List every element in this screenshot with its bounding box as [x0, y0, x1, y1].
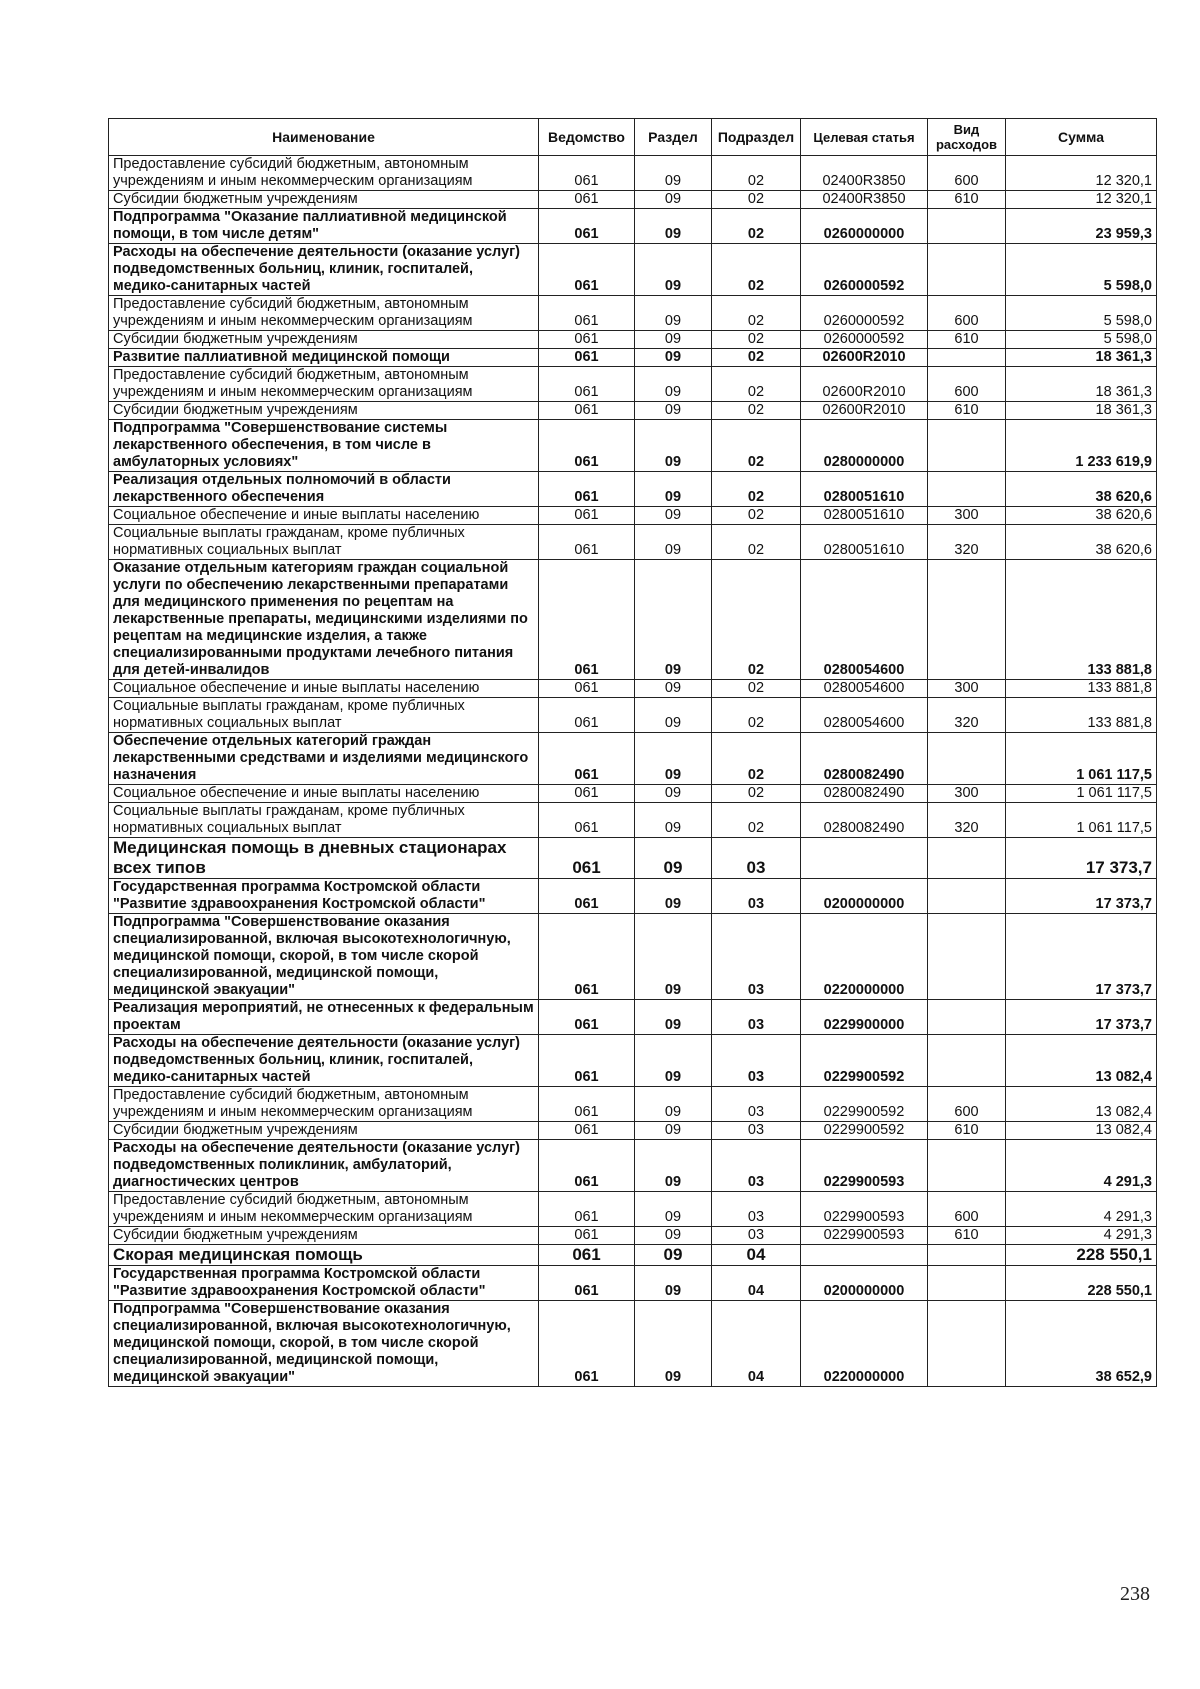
cell-vid-raskhodov: 300 [928, 680, 1006, 698]
cell-razdel: 09 [635, 525, 712, 560]
cell-razdel: 09 [635, 420, 712, 472]
header-name: Наименование [109, 119, 539, 156]
cell-razdel: 09 [635, 244, 712, 296]
cell-vedomstvo: 061 [539, 1301, 635, 1387]
cell-vedomstvo: 061 [539, 191, 635, 209]
cell-razdel: 09 [635, 367, 712, 402]
page-number: 238 [1120, 1583, 1150, 1605]
cell-vid-raskhodov [928, 420, 1006, 472]
cell-razdel: 09 [635, 1140, 712, 1192]
cell-summa: 133 881,8 [1006, 698, 1157, 733]
cell-summa: 38 620,6 [1006, 525, 1157, 560]
cell-name: Скорая медицинская помощь [109, 1245, 539, 1266]
cell-vid-raskhodov [928, 879, 1006, 914]
cell-vid-raskhodov [928, 1266, 1006, 1301]
cell-vedomstvo: 061 [539, 698, 635, 733]
cell-celevaya-statya: 02600R2010 [801, 349, 928, 367]
cell-vid-raskhodov [928, 560, 1006, 680]
header-razdel: Раздел [635, 119, 712, 156]
cell-summa: 5 598,0 [1006, 244, 1157, 296]
cell-summa: 17 373,7 [1006, 838, 1157, 879]
cell-name: Социальные выплаты гражданам, кроме публичных нормативных социальных выплат [109, 525, 539, 560]
budget-table [108, 118, 1157, 1387]
cell-vid-raskhodov: 600 [928, 296, 1006, 331]
cell-podrazdel: 02 [712, 191, 801, 209]
cell-vedomstvo: 061 [539, 785, 635, 803]
cell-celevaya-statya: 0229900592 [801, 1035, 928, 1087]
cell-summa: 18 361,3 [1006, 349, 1157, 367]
cell-name: Обеспечение отдельных категорий граждан лекарственными средствами и изделиями медицинского назначения [109, 733, 539, 785]
cell-summa: 133 881,8 [1006, 560, 1157, 680]
table-body [109, 156, 1157, 1387]
table-row [109, 244, 1157, 296]
cell-name: Реализация мероприятий, не отнесенных к федеральным проектам [109, 1000, 539, 1035]
cell-razdel: 09 [635, 680, 712, 698]
cell-vid-raskhodov: 320 [928, 525, 1006, 560]
cell-vid-raskhodov: 300 [928, 785, 1006, 803]
table-row [109, 1245, 1157, 1266]
cell-razdel: 09 [635, 914, 712, 1000]
cell-name: Субсидии бюджетным учреждениям [109, 1122, 539, 1140]
table-row [109, 1035, 1157, 1087]
cell-podrazdel: 03 [712, 1035, 801, 1087]
cell-razdel: 09 [635, 1035, 712, 1087]
cell-celevaya-statya: 0200000000 [801, 1266, 928, 1301]
cell-razdel: 09 [635, 1122, 712, 1140]
cell-vedomstvo: 061 [539, 1000, 635, 1035]
cell-summa: 1 233 619,9 [1006, 420, 1157, 472]
cell-vedomstvo: 061 [539, 472, 635, 507]
cell-summa: 228 550,1 [1006, 1245, 1157, 1266]
cell-podrazdel: 03 [712, 1140, 801, 1192]
cell-razdel: 09 [635, 1301, 712, 1387]
cell-name: Подпрограмма "Совершенствование оказания специализированной, включая высокотехнологичную, медицинской помощи, скорой, в том числе скорой специализированной, медицинской помощи, медицинской эвакуации" [109, 914, 539, 1000]
cell-name: Подпрограмма "Оказание паллиативной медицинской помощи, в том числе детям" [109, 209, 539, 244]
cell-celevaya-statya: 0260000592 [801, 331, 928, 349]
cell-razdel: 09 [635, 472, 712, 507]
cell-summa: 1 061 117,5 [1006, 785, 1157, 803]
cell-podrazdel: 03 [712, 914, 801, 1000]
cell-celevaya-statya: 0280051610 [801, 507, 928, 525]
cell-celevaya-statya: 02400R3850 [801, 191, 928, 209]
cell-celevaya-statya: 0280054600 [801, 560, 928, 680]
cell-vedomstvo: 061 [539, 1122, 635, 1140]
cell-summa: 12 320,1 [1006, 191, 1157, 209]
cell-name: Социальные выплаты гражданам, кроме публичных нормативных социальных выплат [109, 803, 539, 838]
cell-name: Подпрограмма "Совершенствование системы лекарственного обеспечения, в том числе в амбулаторных условиях" [109, 420, 539, 472]
cell-razdel: 09 [635, 1245, 712, 1266]
cell-vedomstvo: 061 [539, 1245, 635, 1266]
cell-vid-raskhodov: 610 [928, 191, 1006, 209]
cell-podrazdel: 03 [712, 1087, 801, 1122]
cell-celevaya-statya: 02600R2010 [801, 402, 928, 420]
cell-summa: 1 061 117,5 [1006, 803, 1157, 838]
table-row [109, 785, 1157, 803]
cell-vid-raskhodov: 610 [928, 331, 1006, 349]
cell-vid-raskhodov [928, 1245, 1006, 1266]
cell-vedomstvo: 061 [539, 402, 635, 420]
cell-celevaya-statya: 02600R2010 [801, 367, 928, 402]
cell-celevaya-statya: 0200000000 [801, 879, 928, 914]
cell-summa: 13 082,4 [1006, 1087, 1157, 1122]
cell-name: Оказание отдельным категориям граждан социальной услуги по обеспечению лекарственными препаратами для медицинского применения по рецептам на лекарственные препараты, медицинскими изделиями по рецептам на медицинские изделия, а также специализированными продуктами лечебного питания для детей-инвалидов [109, 560, 539, 680]
cell-vedomstvo: 061 [539, 1227, 635, 1245]
cell-vid-raskhodov [928, 914, 1006, 1000]
header-podrazdel: Подраздел [712, 119, 801, 156]
cell-vedomstvo: 061 [539, 1192, 635, 1227]
header-vid-raskhodov: Вид расходов [928, 119, 1006, 156]
cell-podrazdel: 04 [712, 1266, 801, 1301]
cell-vedomstvo: 061 [539, 914, 635, 1000]
table-row [109, 402, 1157, 420]
cell-summa: 4 291,3 [1006, 1227, 1157, 1245]
cell-vedomstvo: 061 [539, 803, 635, 838]
cell-name: Предоставление субсидий бюджетным, автономным учреждениям и иным некоммерческим организациям [109, 1087, 539, 1122]
cell-celevaya-statya: 0229900000 [801, 1000, 928, 1035]
cell-name: Государственная программа Костромской области "Развитие здравоохранения Костромской области" [109, 1266, 539, 1301]
cell-podrazdel: 03 [712, 879, 801, 914]
cell-vid-raskhodov [928, 209, 1006, 244]
cell-razdel: 09 [635, 1000, 712, 1035]
table-row [109, 733, 1157, 785]
cell-podrazdel: 02 [712, 785, 801, 803]
cell-vedomstvo: 061 [539, 560, 635, 680]
cell-name: Расходы на обеспечение деятельности (оказание услуг) подведомственных больниц, клиник, госпиталей, медико-санитарных частей [109, 244, 539, 296]
cell-name: Субсидии бюджетным учреждениям [109, 331, 539, 349]
table-row [109, 1192, 1157, 1227]
cell-celevaya-statya: 0280082490 [801, 803, 928, 838]
cell-celevaya-statya: 0280000000 [801, 420, 928, 472]
cell-podrazdel: 02 [712, 296, 801, 331]
cell-summa: 133 881,8 [1006, 680, 1157, 698]
table-row [109, 156, 1157, 191]
cell-celevaya-statya: 0229900592 [801, 1087, 928, 1122]
cell-celevaya-statya: 0229900593 [801, 1192, 928, 1227]
cell-razdel: 09 [635, 803, 712, 838]
cell-summa: 38 620,6 [1006, 507, 1157, 525]
cell-vid-raskhodov: 320 [928, 698, 1006, 733]
cell-vid-raskhodov [928, 472, 1006, 507]
cell-name: Предоставление субсидий бюджетным, автономным учреждениям и иным некоммерческим организациям [109, 296, 539, 331]
cell-vedomstvo: 061 [539, 1266, 635, 1301]
cell-name: Субсидии бюджетным учреждениям [109, 402, 539, 420]
cell-celevaya-statya: 0260000592 [801, 296, 928, 331]
cell-razdel: 09 [635, 1227, 712, 1245]
table-row [109, 914, 1157, 1000]
cell-razdel: 09 [635, 296, 712, 331]
cell-vedomstvo: 061 [539, 420, 635, 472]
cell-vedomstvo: 061 [539, 525, 635, 560]
cell-celevaya-statya: 0280054600 [801, 698, 928, 733]
cell-vid-raskhodov: 320 [928, 803, 1006, 838]
cell-podrazdel: 02 [712, 367, 801, 402]
table-row [109, 1087, 1157, 1122]
cell-razdel: 09 [635, 191, 712, 209]
cell-vid-raskhodov [928, 244, 1006, 296]
cell-razdel: 09 [635, 698, 712, 733]
table-row [109, 803, 1157, 838]
cell-name: Расходы на обеспечение деятельности (оказание услуг) подведомственных поликлиник, амбулаторий, диагностических центров [109, 1140, 539, 1192]
cell-celevaya-statya: 0229900592 [801, 1122, 928, 1140]
cell-podrazdel: 03 [712, 1122, 801, 1140]
cell-vid-raskhodov: 610 [928, 1227, 1006, 1245]
cell-podrazdel: 02 [712, 680, 801, 698]
cell-name: Социальное обеспечение и иные выплаты населению [109, 507, 539, 525]
cell-vedomstvo: 061 [539, 209, 635, 244]
cell-name: Подпрограмма "Совершенствование оказания специализированной, включая высокотехнологичную, медицинской помощи, скорой, в том числе скорой специализированной, медицинской помощи, медицинской эвакуации" [109, 1301, 539, 1387]
cell-name: Реализация отдельных полномочий в области лекарственного обеспечения [109, 472, 539, 507]
cell-vid-raskhodov [928, 1301, 1006, 1387]
table-header-row [109, 119, 1157, 156]
cell-razdel: 09 [635, 349, 712, 367]
cell-vid-raskhodov: 610 [928, 402, 1006, 420]
cell-vedomstvo: 061 [539, 879, 635, 914]
cell-name: Предоставление субсидий бюджетным, автономным учреждениям и иным некоммерческим организациям [109, 367, 539, 402]
cell-vid-raskhodov: 600 [928, 1087, 1006, 1122]
cell-razdel: 09 [635, 560, 712, 680]
cell-vid-raskhodov [928, 733, 1006, 785]
cell-razdel: 09 [635, 209, 712, 244]
table-row [109, 698, 1157, 733]
cell-podrazdel: 02 [712, 244, 801, 296]
cell-summa: 18 361,3 [1006, 402, 1157, 420]
cell-vid-raskhodov [928, 1140, 1006, 1192]
cell-vedomstvo: 061 [539, 331, 635, 349]
cell-podrazdel: 02 [712, 349, 801, 367]
cell-vid-raskhodov: 610 [928, 1122, 1006, 1140]
table-row [109, 1140, 1157, 1192]
cell-vedomstvo: 061 [539, 1140, 635, 1192]
cell-vedomstvo: 061 [539, 349, 635, 367]
cell-podrazdel: 03 [712, 838, 801, 879]
header-summa: Сумма [1006, 119, 1157, 156]
table-row [109, 1000, 1157, 1035]
cell-vid-raskhodov [928, 1035, 1006, 1087]
cell-vedomstvo: 061 [539, 1035, 635, 1087]
cell-razdel: 09 [635, 1192, 712, 1227]
cell-summa: 4 291,3 [1006, 1140, 1157, 1192]
cell-razdel: 09 [635, 156, 712, 191]
cell-podrazdel: 02 [712, 209, 801, 244]
cell-podrazdel: 02 [712, 733, 801, 785]
cell-summa: 13 082,4 [1006, 1035, 1157, 1087]
table-row [109, 680, 1157, 698]
cell-celevaya-statya: 0229900593 [801, 1140, 928, 1192]
cell-summa: 17 373,7 [1006, 914, 1157, 1000]
cell-name: Субсидии бюджетным учреждениям [109, 191, 539, 209]
cell-razdel: 09 [635, 331, 712, 349]
cell-podrazdel: 02 [712, 156, 801, 191]
table-row [109, 507, 1157, 525]
header-celevaya-statya: Целевая статья [801, 119, 928, 156]
cell-summa: 18 361,3 [1006, 367, 1157, 402]
cell-vedomstvo: 061 [539, 156, 635, 191]
table-row [109, 191, 1157, 209]
table-row [109, 1301, 1157, 1387]
table-row [109, 1266, 1157, 1301]
cell-celevaya-statya [801, 838, 928, 879]
table-row [109, 1227, 1157, 1245]
table-row [109, 1122, 1157, 1140]
cell-celevaya-statya: 02400R3850 [801, 156, 928, 191]
cell-celevaya-statya: 0280082490 [801, 733, 928, 785]
cell-podrazdel: 02 [712, 507, 801, 525]
cell-name: Социальное обеспечение и иные выплаты населению [109, 785, 539, 803]
cell-podrazdel: 02 [712, 402, 801, 420]
cell-podrazdel: 04 [712, 1301, 801, 1387]
table-row [109, 420, 1157, 472]
cell-podrazdel: 03 [712, 1192, 801, 1227]
cell-podrazdel: 02 [712, 698, 801, 733]
cell-razdel: 09 [635, 1087, 712, 1122]
cell-vid-raskhodov: 300 [928, 507, 1006, 525]
cell-name: Предоставление субсидий бюджетным, автономным учреждениям и иным некоммерческим организациям [109, 156, 539, 191]
cell-razdel: 09 [635, 785, 712, 803]
cell-name: Социальное обеспечение и иные выплаты населению [109, 680, 539, 698]
cell-vid-raskhodov [928, 349, 1006, 367]
table-row [109, 838, 1157, 879]
header-vedomstvo: Ведомство [539, 119, 635, 156]
cell-vid-raskhodov [928, 1000, 1006, 1035]
cell-podrazdel: 02 [712, 331, 801, 349]
cell-razdel: 09 [635, 879, 712, 914]
table-row [109, 331, 1157, 349]
table-row [109, 879, 1157, 914]
cell-celevaya-statya: 0280051610 [801, 525, 928, 560]
cell-vedomstvo: 061 [539, 296, 635, 331]
cell-summa: 5 598,0 [1006, 296, 1157, 331]
cell-podrazdel: 03 [712, 1000, 801, 1035]
cell-name: Субсидии бюджетным учреждениям [109, 1227, 539, 1245]
table-row [109, 472, 1157, 507]
cell-vedomstvo: 061 [539, 733, 635, 785]
cell-podrazdel: 02 [712, 472, 801, 507]
table-row [109, 209, 1157, 244]
cell-razdel: 09 [635, 1266, 712, 1301]
table-row [109, 367, 1157, 402]
cell-celevaya-statya: 0260000000 [801, 209, 928, 244]
cell-name: Государственная программа Костромской области "Развитие здравоохранения Костромской области" [109, 879, 539, 914]
table-row [109, 560, 1157, 680]
cell-summa: 17 373,7 [1006, 1000, 1157, 1035]
cell-celevaya-statya: 0280051610 [801, 472, 928, 507]
cell-vedomstvo: 061 [539, 244, 635, 296]
cell-summa: 5 598,0 [1006, 331, 1157, 349]
cell-summa: 38 620,6 [1006, 472, 1157, 507]
cell-name: Медицинская помощь в дневных стационарах всех типов [109, 838, 539, 879]
cell-razdel: 09 [635, 838, 712, 879]
cell-podrazdel: 02 [712, 525, 801, 560]
table-row [109, 296, 1157, 331]
cell-podrazdel: 02 [712, 420, 801, 472]
cell-celevaya-statya: 0220000000 [801, 914, 928, 1000]
cell-vedomstvo: 061 [539, 507, 635, 525]
cell-summa: 13 082,4 [1006, 1122, 1157, 1140]
cell-razdel: 09 [635, 733, 712, 785]
cell-podrazdel: 04 [712, 1245, 801, 1266]
cell-summa: 38 652,9 [1006, 1301, 1157, 1387]
cell-summa: 12 320,1 [1006, 156, 1157, 191]
cell-summa: 23 959,3 [1006, 209, 1157, 244]
cell-celevaya-statya: 0260000592 [801, 244, 928, 296]
cell-summa: 1 061 117,5 [1006, 733, 1157, 785]
cell-vid-raskhodov: 600 [928, 367, 1006, 402]
cell-celevaya-statya: 0280082490 [801, 785, 928, 803]
cell-summa: 17 373,7 [1006, 879, 1157, 914]
cell-celevaya-statya: 0280054600 [801, 680, 928, 698]
cell-razdel: 09 [635, 402, 712, 420]
cell-vedomstvo: 061 [539, 838, 635, 879]
cell-celevaya-statya: 0229900593 [801, 1227, 928, 1245]
cell-name: Расходы на обеспечение деятельности (оказание услуг) подведомственных больниц, клиник, госпиталей, медико-санитарных частей [109, 1035, 539, 1087]
cell-vedomstvo: 061 [539, 1087, 635, 1122]
cell-vid-raskhodov: 600 [928, 156, 1006, 191]
cell-summa: 4 291,3 [1006, 1192, 1157, 1227]
cell-vid-raskhodov [928, 838, 1006, 879]
cell-name: Предоставление субсидий бюджетным, автономным учреждениям и иным некоммерческим организациям [109, 1192, 539, 1227]
cell-podrazdel: 02 [712, 803, 801, 838]
cell-celevaya-statya [801, 1245, 928, 1266]
cell-celevaya-statya: 0220000000 [801, 1301, 928, 1387]
cell-podrazdel: 02 [712, 560, 801, 680]
cell-name: Развитие паллиативной медицинской помощи [109, 349, 539, 367]
table-row [109, 349, 1157, 367]
cell-name: Социальные выплаты гражданам, кроме публичных нормативных социальных выплат [109, 698, 539, 733]
cell-razdel: 09 [635, 507, 712, 525]
cell-vedomstvo: 061 [539, 367, 635, 402]
cell-podrazdel: 03 [712, 1227, 801, 1245]
cell-vid-raskhodov: 600 [928, 1192, 1006, 1227]
cell-summa: 228 550,1 [1006, 1266, 1157, 1301]
table-row [109, 525, 1157, 560]
cell-vedomstvo: 061 [539, 680, 635, 698]
